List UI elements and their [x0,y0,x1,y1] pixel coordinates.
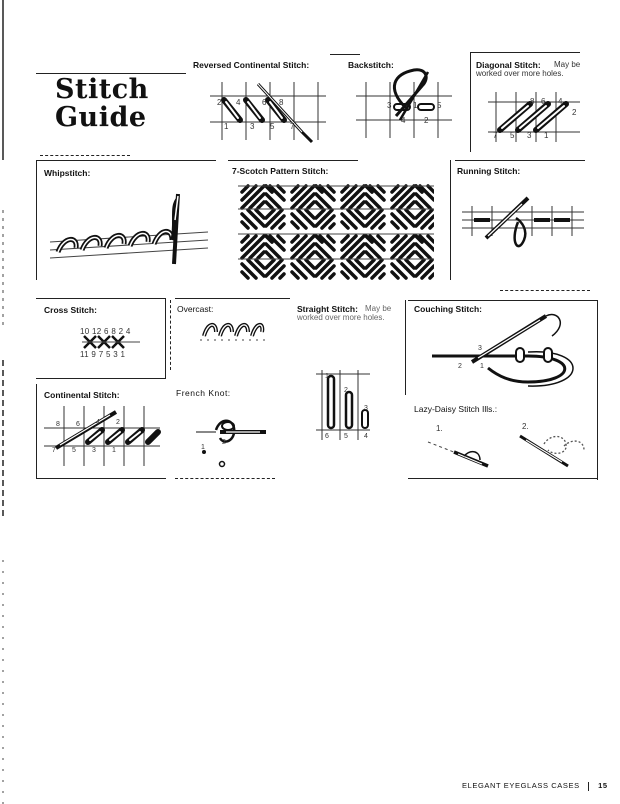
ss-num-2: 2 [344,387,348,394]
page-number: 15 [598,781,608,790]
reversed-continental-label: Reversed Continental Stitch: [193,60,310,70]
lazy-daisy-ill-1-diagram [424,430,494,470]
diagonal-note: May be worked over more holes. [476,60,581,78]
dg-num-4: 4 [558,97,563,106]
ss-num-6: 6 [325,433,329,440]
overcast-left-rule [170,300,171,370]
bs-num-4: 4 [401,116,406,125]
page-footer [462,781,608,791]
row1-divider-right [455,160,585,161]
whip-box-left [36,160,37,280]
rc-num-4: 4 [236,98,241,107]
whipstitch-diagram [42,192,212,268]
page-edge-marks [2,0,5,804]
cs-num-1: 1 [480,363,484,370]
dg-num-6: 6 [541,97,546,106]
lazy-daisy-ill-1-label: 1. [436,424,443,433]
scotch-pattern-label: 7-Scotch Pattern Stitch: [232,166,329,176]
couching-right-rule [597,300,598,480]
rc-num-5: 5 [270,122,275,131]
dg-num-8: 8 [530,97,535,106]
cross-bottom-rule [36,378,166,379]
rc-num-1: 1 [224,122,229,131]
ct-num-4: 4 [96,419,100,426]
row1-divider-left [36,160,216,161]
overcast-diagram [200,318,266,342]
rc-num-6: 6 [262,98,267,107]
rc-num-8: 8 [279,98,284,107]
ss-num-4: 4 [364,433,368,440]
footer-divider [588,782,589,791]
ss-num-1: 1 [325,373,329,380]
running-stitch-label: Running Stitch: [457,166,521,176]
ss-num-3: 3 [364,405,368,412]
backstitch-top-rule [330,54,360,55]
cross-top-numbers: 10 12 6 8 2 4 [80,327,131,336]
bs-num-2: 2 [424,116,429,125]
cs-num-2: 2 [458,363,462,370]
diagonal-box-left [470,52,471,152]
lazy-daisy-ill-2-label: 2. [522,422,529,431]
cross-box-right [165,298,166,378]
couching-stitch-diagram [428,312,594,390]
rc-num-7: 7 [290,122,295,131]
title-line-1: Stitch [55,74,149,105]
continental-left-rule [36,384,37,479]
continental-stitch-label: Continental Stitch: [44,390,120,400]
straight-stitch-label: Straight Stitch: [297,304,358,314]
ct-num-8: 8 [56,421,60,428]
lazy-daisy-ill-2-diagram [514,430,590,474]
diagonal-label: Diagonal Stitch: [476,60,541,70]
straight-stitch-note: May be worked over more holes. [297,304,392,322]
backstitch-label: Backstitch: [348,60,394,70]
cs-num-3: 3 [478,345,482,352]
french-knot-label: French Knot: [176,388,231,398]
couching-stitch-label: Couching Stitch: [414,304,482,314]
overcast-label: Overcast: [177,304,214,314]
dg-num-3: 3 [527,131,532,140]
ct-num-2: 2 [116,419,120,426]
title-frame-bottom [40,155,130,156]
continental-stitch-diagram [44,402,164,468]
french-knot-diagram [196,406,276,472]
fk-num-1: 1 [201,444,205,451]
diagonal-top-rule [470,52,580,53]
reversed-continental-diagram [210,82,330,148]
row1-divider-mid [228,160,358,161]
ct-num-1: 1 [112,447,116,454]
lazy-daisy-bottom-rule [408,478,598,479]
cross-stitch-label: Cross Stitch: [44,305,97,315]
footer-book-title: ELEGANT EYEGLASS CASES [462,781,580,790]
scotch-pattern-diagram [238,182,438,282]
title-line-2: Guide [55,102,147,133]
bs-num-5: 5 [437,101,442,110]
couching-left-rule [405,300,406,395]
title-frame-top [36,73,186,74]
ct-num-5: 5 [72,447,76,454]
dg-num-1: 1 [544,131,549,140]
dg-num-5: 5 [510,131,515,140]
french-knot-bottom-rule [175,478,275,479]
dg-num-7: 7 [493,131,498,140]
continental-bottom-rule [36,478,166,479]
fk-num-2: 2 [222,439,226,446]
ct-num-3: 3 [92,447,96,454]
overcast-top-rule [175,298,290,299]
cross-bottom-numbers: 11 9 7 5 3 1 [80,350,126,359]
running-box-left [450,160,451,280]
page-title [55,76,185,132]
dg-num-2: 2 [572,108,577,117]
couching-top-rule [408,300,598,301]
running-stitch-diagram [462,192,588,264]
ss-num-5: 5 [344,433,348,440]
diagonal-diagram [488,92,584,146]
ct-num-6: 6 [76,421,80,428]
bs-num-3: 3 [387,101,392,110]
ct-num-7: 7 [52,447,56,454]
cross-top-rule [36,298,166,299]
bs-num-1: 1 [413,101,418,110]
rc-num-2: 2 [217,98,222,107]
cross-stitch-diagram [82,334,144,350]
whipstitch-label: Whipstitch: [44,168,91,178]
rc-num-3: 3 [250,122,255,131]
lazy-daisy-label: Lazy-Daisy Stitch Ills.: [414,404,498,414]
running-bottom-rule [500,290,590,291]
